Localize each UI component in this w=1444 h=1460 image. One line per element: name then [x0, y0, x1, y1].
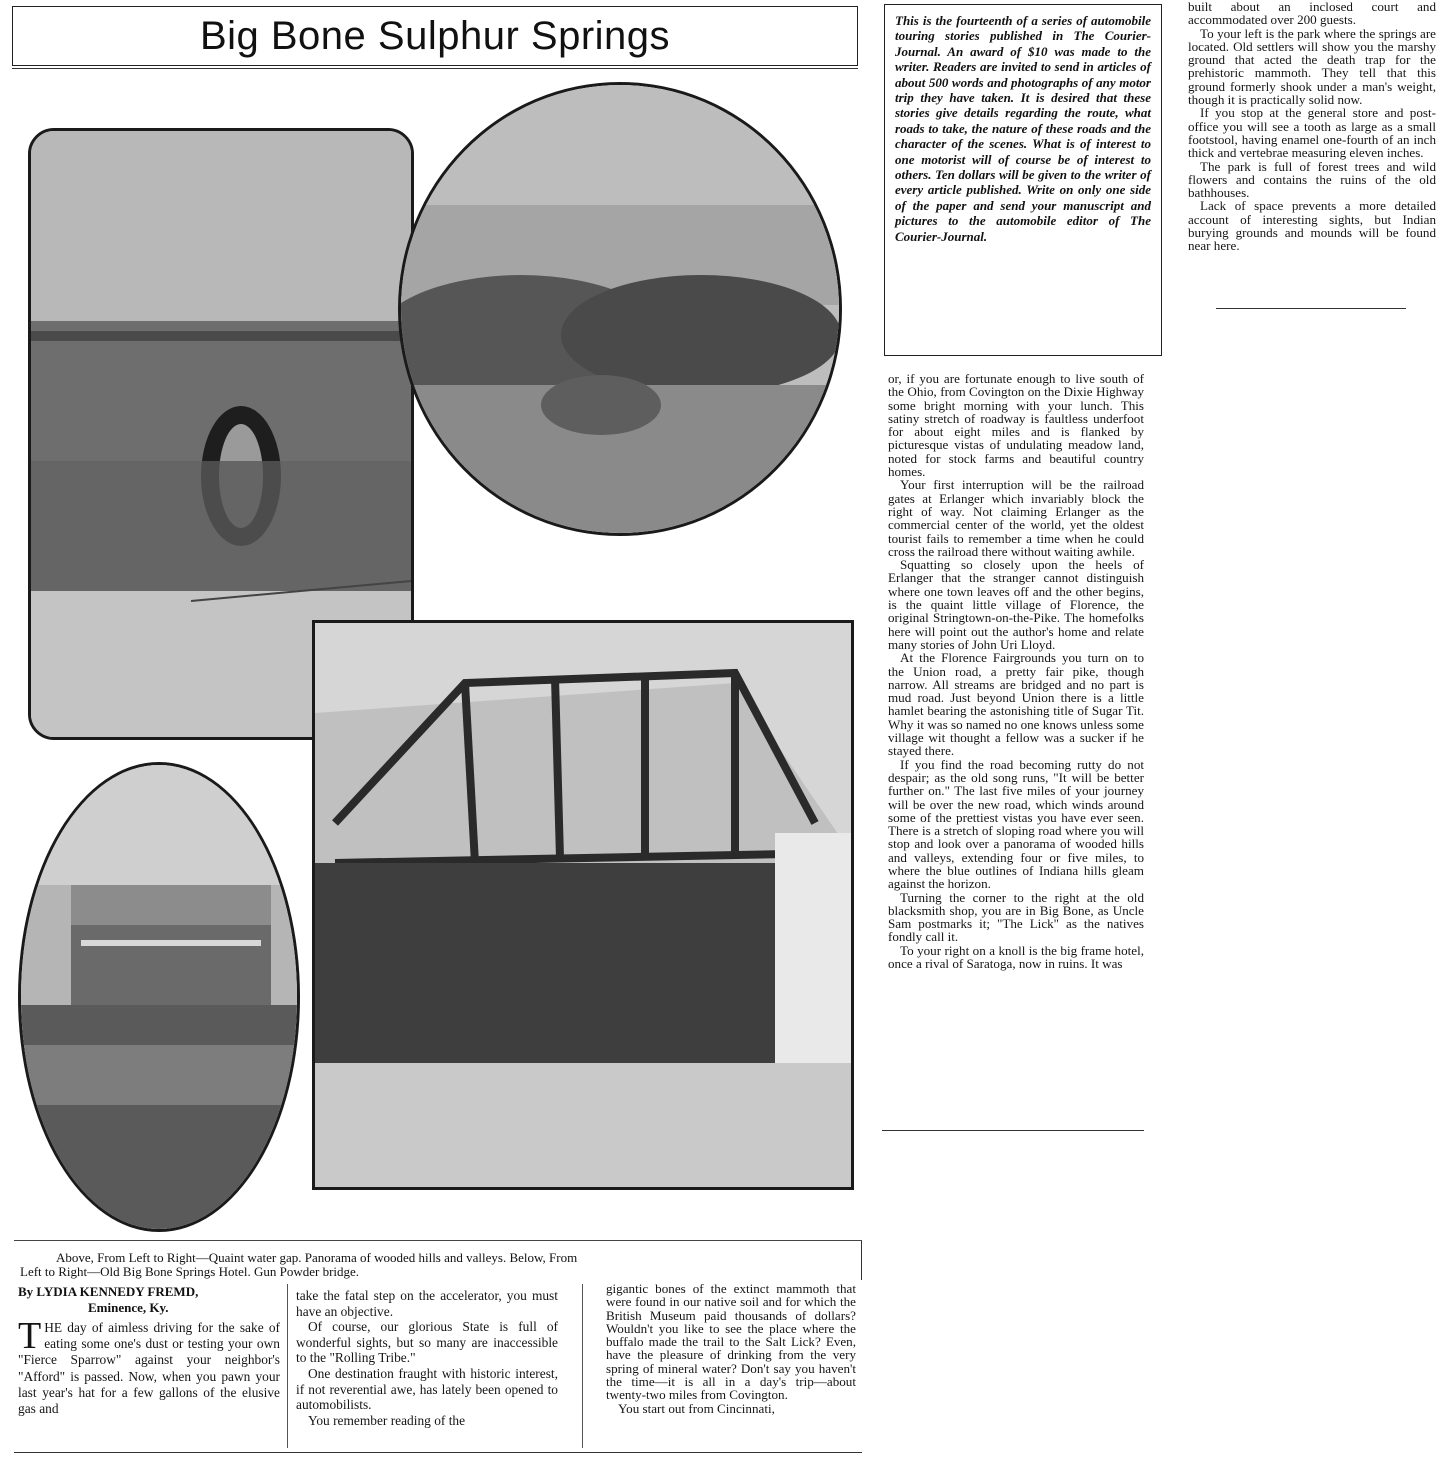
col3-paragraph-2: You start out from Cincinnati, [618, 1400, 775, 1416]
mid-paragraph-1: or, if you are fortunate enough to live south of the Ohio, from Covington on the Dixie Highway some bright morning with your lunch. This satiny stretch of roadway is faultless underfoot for about eight miles and is flanked by picturesque vistas of undulating meadow land, noted for stock farms and beautiful country homes. [888, 372, 1144, 480]
mid-paragraph-6: Turning the corner to the right at the old blacksmith shop, you are in Big Bone, as Uncle Sam postmarks it; "The Lick" as the natives fondly call it. [888, 889, 1144, 945]
photo-panorama [398, 82, 842, 536]
col2-paragraph-1: take the fatal step on the accelerator, you must have an objective. [296, 1288, 558, 1319]
headline: Big Bone Sulphur Springs [199, 13, 671, 58]
caption-line-1: Above, From Left to Right—Quaint water gap. Panorama of wooded hills and valleys. Below, From [56, 1250, 578, 1265]
byline-author: By LYDIA KENNEDY FREMD, [18, 1284, 199, 1299]
col2-paragraph-4: You remember reading of the [308, 1412, 466, 1428]
column-2-divider [582, 1284, 583, 1448]
mid-paragraph-2: Your first interruption will be the railroad gates at Erlanger which invariably block the right of way. Not claiming Erlanger as the commercial center of the world, yet the oldest tourist fails to remember a time when he could cross the railroad there without waiting awhile. [888, 477, 1144, 559]
column-right [1188, 0, 1436, 300]
column-middle-rule [882, 1130, 1144, 1131]
headline-rule [12, 68, 858, 69]
photo-gun-powder-bridge [312, 620, 854, 1190]
column-1-divider [287, 1284, 288, 1448]
column-1 [18, 1284, 280, 1450]
right-paragraph-2: To your left is the park where the springs are located. Old settlers will show you the marshy ground that acted the death trap for the prehistoric mammoth. They tell that this ground formerly shook under a man's weight, though it is practically solid now. [1188, 25, 1436, 108]
right-paragraph-3: If you stop at the general store and post-office you will see a tooth as large as a small footstool, having enamel one-fourth of an inch thick and vertebrae measuring eleven inches. [1188, 105, 1436, 161]
right-paragraph-5: Lack of space prevents a more detailed account of interesting sights, but Indian burying grounds and mounds will be found near here. [1188, 198, 1436, 254]
mid-paragraph-4: At the Florence Fairgrounds you turn on to the Union road, a pretty fair pike, though narrow. All streams are bridged and no part is mud road. Just beyond Union there is a little hamlet bearing the astonishing title of Sugar Tit. Why it was so named no one knows unless some village wit thought a fellow was a sucker if he stayed there. [888, 650, 1144, 759]
col2-paragraph-2: Of course, our glorious State is full of wonderful sights, but so many are inaccessible to the "Rolling Tribe." [296, 1319, 558, 1366]
mid-paragraph-7: To your right on a knoll is the big frame hotel, once a rival of Saratoga, now in ruins. It was [888, 942, 1144, 972]
series-notice-text: This is the fourteenth of a series of automobile touring stories published in The Courier-Journal. An award of $10 was made to the writer. Readers are invited to send in articles of about 500 words and photographs of any motor trip they have taken. It is desired that these stories give details regarding the route, what roads to take, the nature of these roads and the character of the scenes. What is of interest to one motorist will of course be of interest to others. Ten dollars will be given to the writer of every article published. Write on only one side of the paper and send your manuscript and pictures to the automobile editor of The Courier-Journal. [895, 13, 1151, 244]
col1-paragraph-1: HE day of aimless driving for the sake of eating some one's dust or testing your own "Fierce Sparrow" against your neighbor's "Afford" is passed. Now, when you pawn your last year's hat for a few gallons of the elusive gas and [18, 1320, 280, 1417]
column-3 [606, 1282, 856, 1450]
caption-line-2: Left to Right—Old Big Bone Springs Hotel. Gun Powder bridge. [20, 1264, 360, 1279]
col3-paragraph-1: gigantic bones of the extinct mammoth that were found in our native soil and for which the British Museum paid thousands of dollars? Wouldn't you like to see the place where the buffalo made the trail to the Salt Lick? Even, have the pleasure of drinking from the very spring of mineral water? Don't say you haven't the time—it is all in a day's trip—about twenty-two miles from Covington. [606, 1282, 856, 1403]
byline-place: Eminence, Ky. [88, 1300, 169, 1315]
series-notice [884, 4, 1162, 356]
column-2 [296, 1288, 558, 1450]
bottom-rule [14, 1452, 862, 1453]
col2-paragraph-3: One destination fraught with historic interest, if not reverential awe, has lately been opened to automobilists. [296, 1365, 558, 1413]
headline-box [12, 6, 858, 66]
mid-paragraph-5: If you find the road becoming rutty do not despair; as the old song runs, "It will be better further on." The last five miles of your journey will be over the new road, which winds around some of the prettiest vistas you have ever seen. There is a stretch of sloping road where you will stop and look over a panorama of wooded hills and valleys, extending four or five miles, to where the blue outlines of Indiana hills gleam against the horizon. [888, 756, 1144, 892]
column-middle [888, 372, 1144, 1130]
right-paragraph-1: built about an inclosed court and accommodated over 200 guests. [1188, 0, 1436, 28]
right-paragraph-4: The park is full of forest trees and wild flowers and contains the ruins of the old bathhouses. [1188, 158, 1436, 201]
ornament-divider [1216, 302, 1406, 309]
photo-hotel [18, 762, 300, 1232]
mid-paragraph-3: Squatting so closely upon the heels of Erlanger that the stranger cannot distinguish where one town leaves off and the other begins, is the quaint little village of Florence, the original Stringtown-on-the-Pike. The homefolks here will point out the author's home and relate many stories of John Uri Lloyd. [888, 557, 1144, 652]
drop-cap: T [18, 1315, 42, 1357]
photo-caption [14, 1240, 862, 1280]
